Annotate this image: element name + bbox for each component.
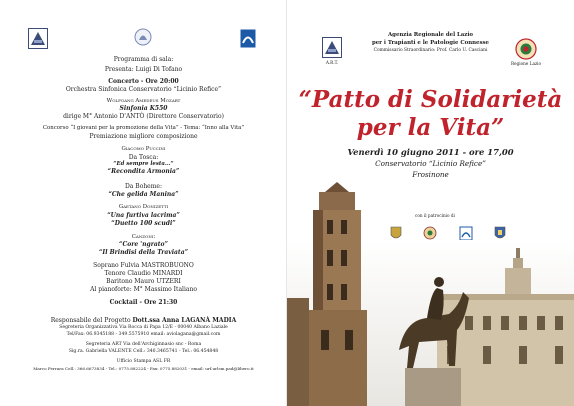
agency-line-1: Agenzia Regionale del Lazio [388,32,473,38]
project-responsible [0,318,287,324]
cocktail-time: Cocktail - Ore 21:30 [109,299,178,306]
event-city: Frosinone [412,170,449,179]
event-title-line-2: per la Vita” [356,114,505,141]
tosca-title: Da Tosca: [128,154,159,161]
soprano: Soprano Fulvia MASTROBUONO [93,262,194,269]
crest-icon [134,28,152,46]
patronage-label: con il patrocinio di [415,213,455,218]
press-contacts: Marco Ferrara Cell.: 366.6673834 - Tel.: 0775.882224 - Fax: 0775.882031 - email: urf.urlsm.pad@libero.it [33,366,254,371]
art-secretariat-contacts: Sig.ra. Gabriella VALENTE Cell.: 340.3465741 - Tel.: 06.454848 [68,349,219,354]
cover-panel [287,0,574,406]
asl-logo-icon [240,29,256,48]
concert-time: Concerto - Ore 20:00 [108,78,179,85]
tosca-aria-1: “Ed sempre lesta...” [113,161,174,167]
songs-title: Canzoni: [131,234,156,240]
presenter: Presenta: Luigi Di Tofano [104,66,183,73]
press-office: Ufficio Stampa ASL FR [116,359,171,364]
puccini-composer: Giacomo Puccini [121,146,166,152]
tosca-aria-2: “Recondita Armonia” [107,168,180,175]
mozart-work: Sinfonia K550 [119,105,168,112]
orchestra: Orchestra Sinfonica Conservatorio “Licinio Refice” [65,86,222,93]
event-venue: Conservatorio “Licinio Refice” [375,159,486,168]
art-label: A.R.T. [325,60,339,65]
pianist: Al pianoforte: M° Massimo Italiano [90,286,197,293]
art-logo-icon [28,28,48,49]
donizetti-composer: Gaetano Donizetti [118,204,169,210]
event-title-line-1: “Patto di Solidarietà [298,86,563,113]
mozart-composer: Wolfgang Amedeus Mozart [106,98,181,104]
donizetti-aria-1: “Una furtiva lacrima” [107,212,180,219]
song-1: “Core 'ngrato” [119,241,168,248]
agency-commissioner: Commissario Straordinario: Prof. Carlo U. Casciani [373,48,488,53]
secretariat-contacts: Tel/Fax: 06.9345188 - 349.5575910 email: aviolagana@gmail.com [66,332,221,337]
baritone: Baritono Mauro UTZERI [106,278,181,285]
agency-line-2: per i Trapianti e le Patologie Connesse [371,40,489,46]
song-2: “Il Brindisi della Traviata” [98,249,189,256]
award-line: Premiazione migliore composizione [89,133,198,140]
responsible-name: Dott.ssa Anna LAGANÀ MADIA [132,317,237,324]
cover-photo-illustration [287,180,574,406]
art-secretariat-address: Segreteria ART Via dell'Archiginnasio snc - Roma [85,342,202,347]
donizetti-aria-2: “Duetto 100 scudi” [111,220,176,227]
responsible-prefix: Responsabile del Progetto [50,317,133,324]
program-title: Programma di sala: [113,56,174,63]
secretariat-address: Segreteria Organizzativa Via Rocca di Papa 12/E - 00040 Albano Laziale [59,325,228,330]
event-date: Venerdì 10 giugno 2011 - ore 17,00 [347,147,514,157]
regione-lazio-label: Regione Lazio [510,61,542,66]
regione-lazio-emblem-icon [515,38,537,60]
boheme-aria: “Che gelida Manina” [108,191,179,198]
boheme-title: Da Boheme: [125,183,162,190]
mozart-conductor: dirige M° Antonio D'ANTÒ (Direttore Conservatorio) [63,113,224,120]
contest-line: Concorso “I giovani per la promozione della Vita” - Tema: “Inno alla Vita” [42,125,245,131]
tenor: Tenore Claudio MINARDI [104,270,183,277]
